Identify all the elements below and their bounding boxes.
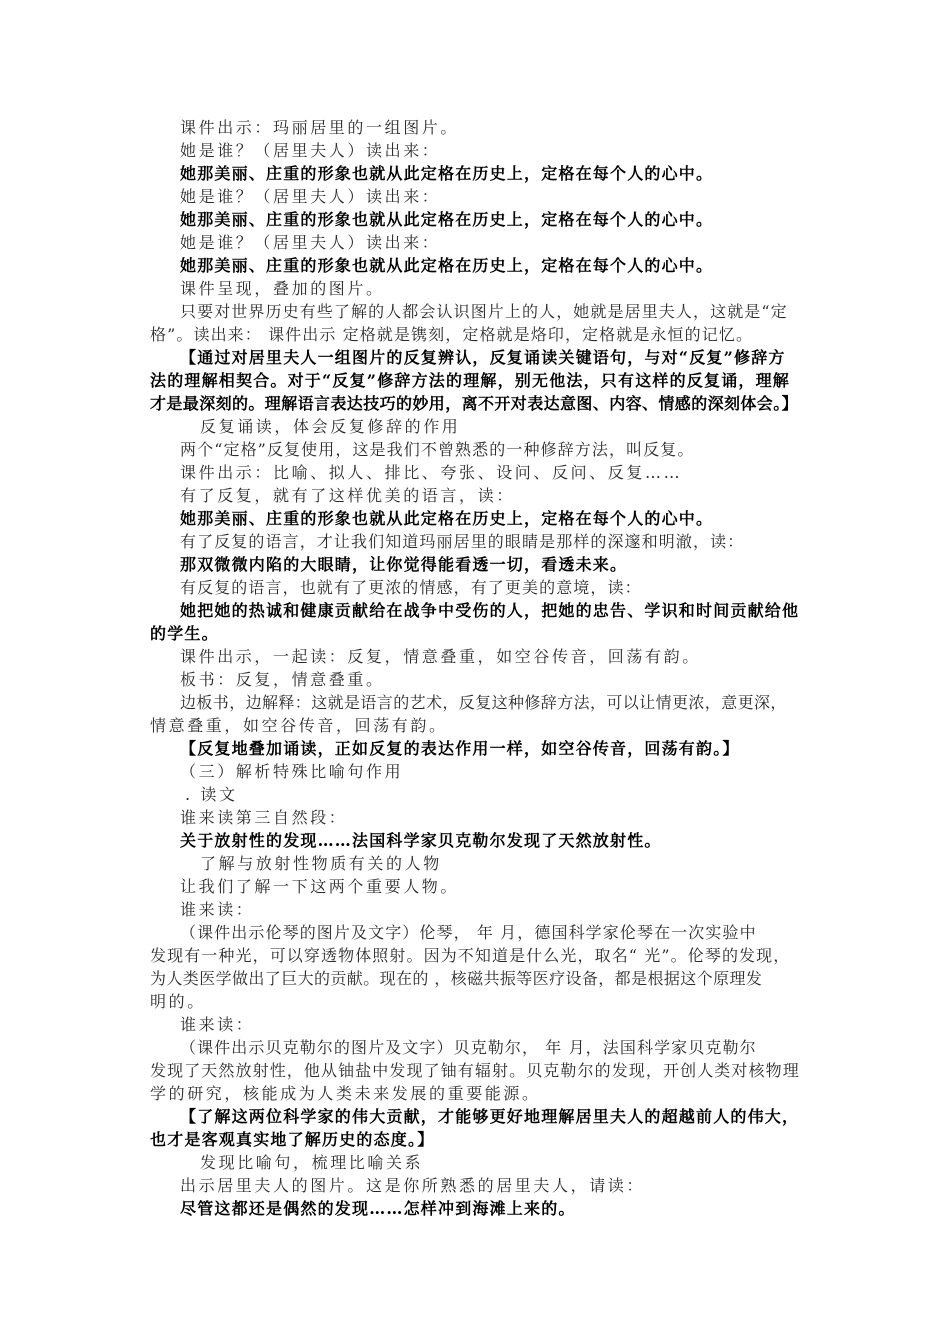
text-line: 有反复的语言，也就有了更浓的情感，有了更美的意境，读： [180,578,642,597]
text-line: 出示居里夫人的图片。这是你所熟悉的居里夫人，请读： [180,1176,646,1195]
text-line: 的学生。 [150,624,219,643]
text-line: 谁来读： [180,1015,255,1034]
text-line: 谁来读： [180,900,255,919]
text-line: 格”。读出来： 课件出示 定格就是镌刻，定格就是烙印，定格就是永恒的记忆。 [150,325,754,344]
text-line: 为人类医学做出了巨大的贡献。现在的 ，核磁共振等医疗设备，都是根据这个原理发 [150,969,763,988]
text-line: 她那美丽、庄重的形象也就从此定格在历史上，定格在每个人的心中。 [180,210,714,229]
text-line: 明的。 [150,992,206,1011]
note-line: 【了解这两位科学家的伟大贡献，才能够更好地理解居里夫人的超越前人的伟大， [180,1107,800,1126]
text-line: 学的研究，核能成为人类未来发展的重要能源。 [150,1084,541,1103]
text-line: 她那美丽、庄重的形象也就从此定格在历史上，定格在每个人的心中。 [180,509,714,528]
text-line: 尽管这都还是偶然的发现……怎样冲到海滩上来的。 [180,1199,576,1218]
text-line: 那双微微内陷的大眼睛，让你觉得能看透一切，看透未来。 [180,555,628,574]
text-line: （课件出示伦琴的图片及文字）伦琴， 年 月，德国科学家伦琴在一次实验中 [180,923,757,942]
text-line: 发现有一种光，可以穿透物体照射。因为不知道是什么光，取名“ 光”。伦琴的发现， [150,946,791,965]
text-line: 情意叠重，如空谷传音，回荡有韵。 [150,716,448,735]
text-line: 让我们了解一下这两个重要人物。 [180,877,460,896]
text-line: 只要对世界历史有些了解的人都会认识图片上的人，她就是居里夫人，这就是“定 [180,302,788,321]
text-line: （课件出示贝克勒尔的图片及文字）贝克勒尔， 年 月，法国科学家贝克勒尔 [180,1038,757,1057]
note-line: 也才是客观真实地了解历史的态度。】 [150,1130,435,1149]
text-line: 她是谁？（居里夫人）读出来： [180,141,441,160]
text-line: 板书：反复，情意叠重。 [180,670,385,689]
text-line: 课件呈现，叠加的图片。 [180,279,385,298]
section-heading: 了解与放射性物质有关的人物 [200,854,442,873]
note-line: 法的理解相契合。对于“反复”修辞方法的理解，别无他法，只有这样的反复诵，理解 [150,371,791,390]
section-heading: 反复诵读，体会反复修辞的作用 [200,417,461,436]
section-heading: 发现比喻句，梳理比喻关系 [200,1153,424,1172]
text-line: 课件出示：比喻、拟人、排比、夸张、设问、反问、反复…… [180,463,683,482]
text-line: 她是谁？（居里夫人）读出来： [180,233,441,252]
text-line: 她把她的热诚和健康贡献给在战争中受伤的人，把她的忠告、学识和时间贡献给他 [180,601,800,620]
text-line: 谁来读第三自然段： [180,808,348,827]
section-heading: （三）解析特殊比喻句作用 [180,762,404,781]
note-line: 才是最深刻的。理解语言表达技巧的妙用，离不开对表达意图、内容、情感的深刻体会。】 [150,394,799,413]
text-line: 边板书，边解释：这就是语言的艺术，反复这种修辞方法，可以让情更浓，意更深， [180,693,787,712]
note-line: 【通过对居里夫人一组图片的反复辨认，反复诵读关键语句，与对“反复”修辞方 [180,348,786,367]
note-line: 【反复地叠加诵读，正如反复的表达作用一样，如空谷传音，回荡有韵。】 [180,739,740,758]
text-line: 她那美丽、庄重的形象也就从此定格在历史上，定格在每个人的心中。 [180,164,714,183]
text-line: 有了反复，就有了这样优美的语言，读： [180,486,515,505]
text-line: 课件出示，一起读：反复，情意叠重，如空谷传音，回荡有韵。 [180,647,701,666]
section-heading: . 读文 [185,785,238,804]
text-line: 课件出示：玛丽居里的一组图片。 [180,118,460,137]
text-line: 发现了天然放射性，他从铀盐中发现了铀有辐射。贝克勒尔的发现，开创人类对核物理 [150,1061,800,1080]
text-line: 她那美丽、庄重的形象也就从此定格在历史上，定格在每个人的心中。 [180,256,714,275]
text-line: 有了反复的语言，才让我们知道玛丽居里的眼睛是那样的深邃和明澈，读： [180,532,745,551]
text-line: 关于放射性的发现……法国科学家贝克勒尔发现了天然放射性。 [180,831,662,850]
text-line: 两个“定格”反复使用，这是我们不曾熟悉的一种修辞方法，叫反复。 [180,440,695,459]
text-line: 她是谁？（居里夫人）读出来： [180,187,441,206]
